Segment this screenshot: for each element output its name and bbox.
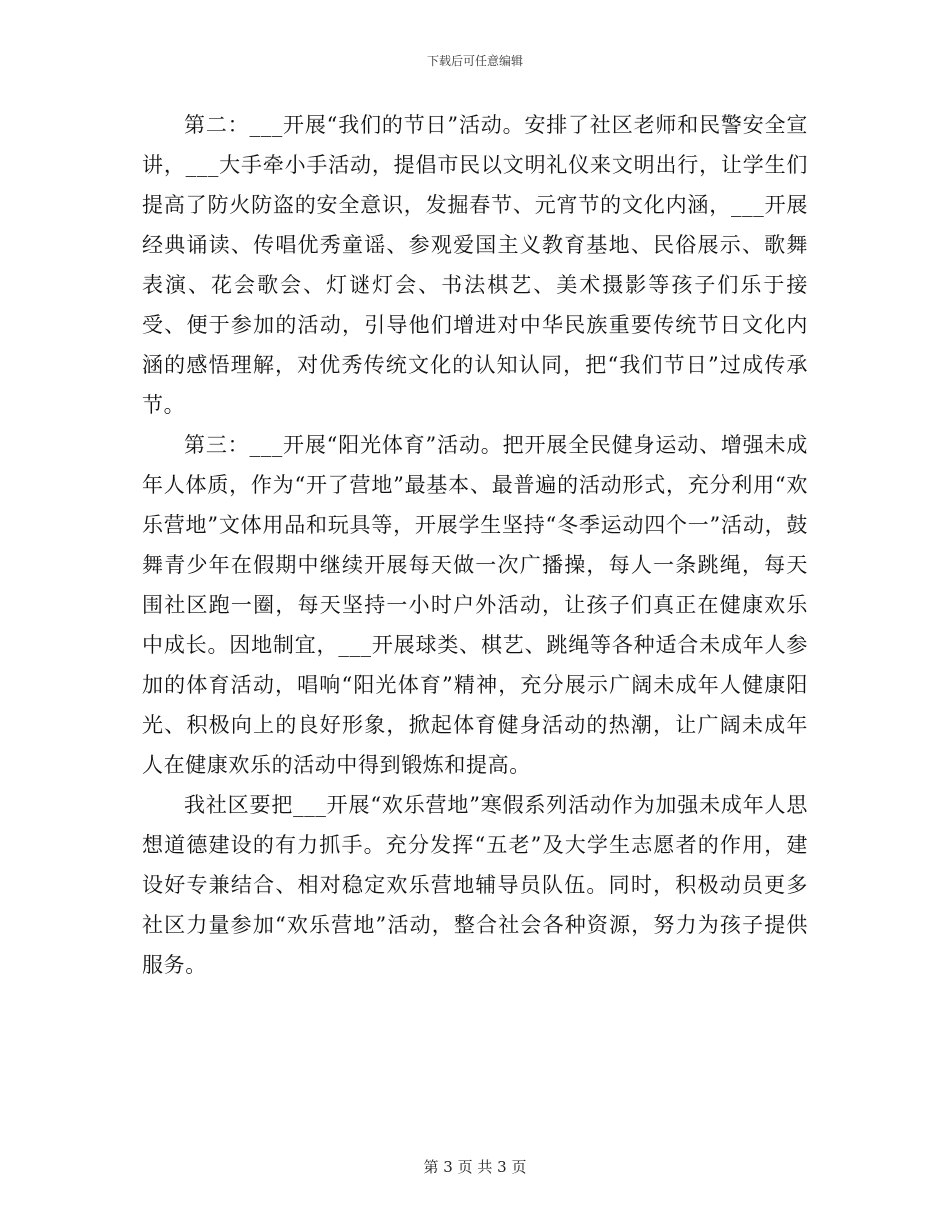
page-header: 下载后可任意编辑 — [426, 54, 523, 68]
document-body — [142, 105, 808, 985]
paragraph-activity-sports: 第三：___开展“阳光体育”活动。把开展全民健身运动、增强未成年人体质，作为“开了营地”最基本、最普遍的活动形式，充分利用“欢乐营地”文体用品和玩具等，开展学生坚持“冬季运动四个一”活动，鼓舞青少年在假期中继续开展每天做一次广播操，每人一条跳绳，每天围社区跑一圈，每天坚持一小时户外活动，让孩子们真正在健康欢乐中成长。因地制宜，___开展球类、棋艺、跳绳等各种适合未成年人参加的体育活动，唱响“阳光体育”精神，充分展示广阔未成年人健康阳光、积极向上的良好形象，掀起体育健身活动的热潮，让广阔未成年人在健康欢乐的活动中得到锻炼和提高。 — [142, 433, 808, 777]
paragraph-activity-festival: 第二：___开展“我们的节日”活动。安排了社区老师和民警安全宣讲，___大手牵小手活动，提倡市民以文明礼仪来文明出行，让学生们提高了防火防盗的安全意识，发掘春节、元宵节的文化内涵，___开展经典诵读、传唱优秀童谣、参观爱国主义教育基地、民俗展示、歌舞表演、花会歌会、灯谜灯会、书法棋艺、美术摄影等孩子们乐于接受、便于参加的活动，引导他们增进对中华民族重要传统节日文化内涵的感悟理解，对优秀传统文化的认知认同，把“我们节日”过成传承节。 — [142, 113, 808, 417]
paragraph-summary: 我社区要把___开展“欢乐营地”寒假系列活动作为加强未成年人思想道德建设的有力抓手。充分发挥“五老”及大学生志愿者的作用，建设好专兼结合、相对稳定欢乐营地辅导员队伍。同时，积极动员更多社区力量参加“欢乐营地”活动，整合社会各种资源，努力为孩子提供服务。 — [142, 793, 808, 977]
page-number: 第 3 页 共 3 页 — [423, 1158, 527, 1176]
